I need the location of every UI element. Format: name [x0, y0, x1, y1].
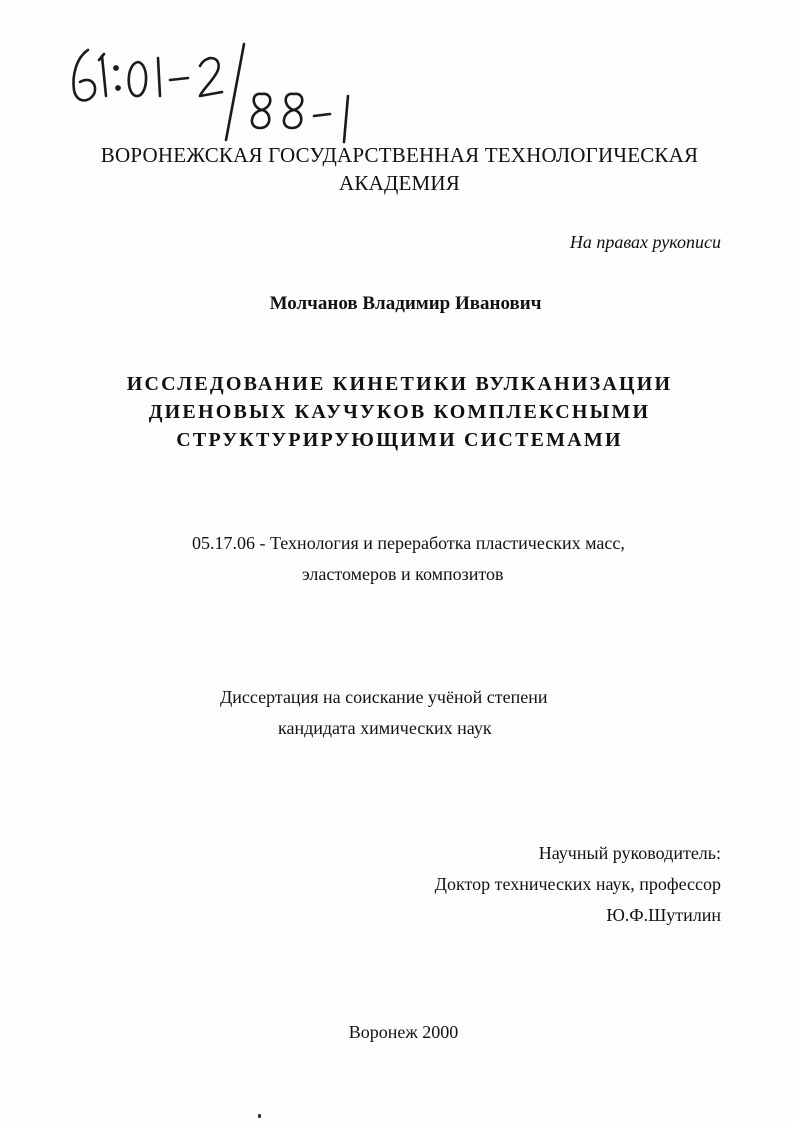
- degree-line-2: кандидата химических наук: [278, 718, 492, 738]
- institution-name: [0, 141, 793, 197]
- title-line-2: ДИЕНОВЫХ КАУЧУКОВ КОМПЛЕКСНЫМИ: [148, 401, 651, 423]
- institution-line-2: АКАДЕМИЯ: [339, 171, 460, 195]
- handwritten-code-drawing: [66, 36, 366, 146]
- manuscript-rights-note: На правах рукописи: [569, 232, 721, 252]
- title-line-3: СТРУКТУРИРУЮЩИМИ СИСТЕМАМИ: [176, 429, 623, 451]
- handwritten-archive-code: [66, 36, 366, 146]
- scientific-advisor: [435, 838, 721, 931]
- degree-statement: [0, 682, 793, 744]
- title-line-1: ИССЛЕДОВАНИЕ КИНЕТИКИ ВУЛКАНИЗАЦИИ: [126, 373, 673, 395]
- city-year: Воронеж 2000: [348, 1022, 459, 1042]
- specialty-line-2: эластомеров и композитов: [302, 564, 504, 584]
- degree-line-1: Диссертация на соискание учёной степени: [220, 687, 548, 707]
- institution-line-1: ВОРОНЕЖСКАЯ ГОСУДАРСТВЕННАЯ ТЕХНОЛОГИЧЕСКАЯ: [100, 143, 699, 167]
- specialty-line-1: 05.17.06 - Технология и переработка пластических масс,: [192, 533, 625, 553]
- advisor-label: Научный руководитель:: [538, 843, 721, 863]
- advisor-name: Ю.Ф.Шутилин: [606, 905, 721, 925]
- scan-speck: [258, 1114, 261, 1118]
- specialty-code: [0, 528, 793, 590]
- dissertation-title: [0, 370, 793, 454]
- author-name: Молчанов Владимир Иванович: [269, 293, 542, 314]
- advisor-rank: Доктор технических наук, профессор: [434, 874, 721, 894]
